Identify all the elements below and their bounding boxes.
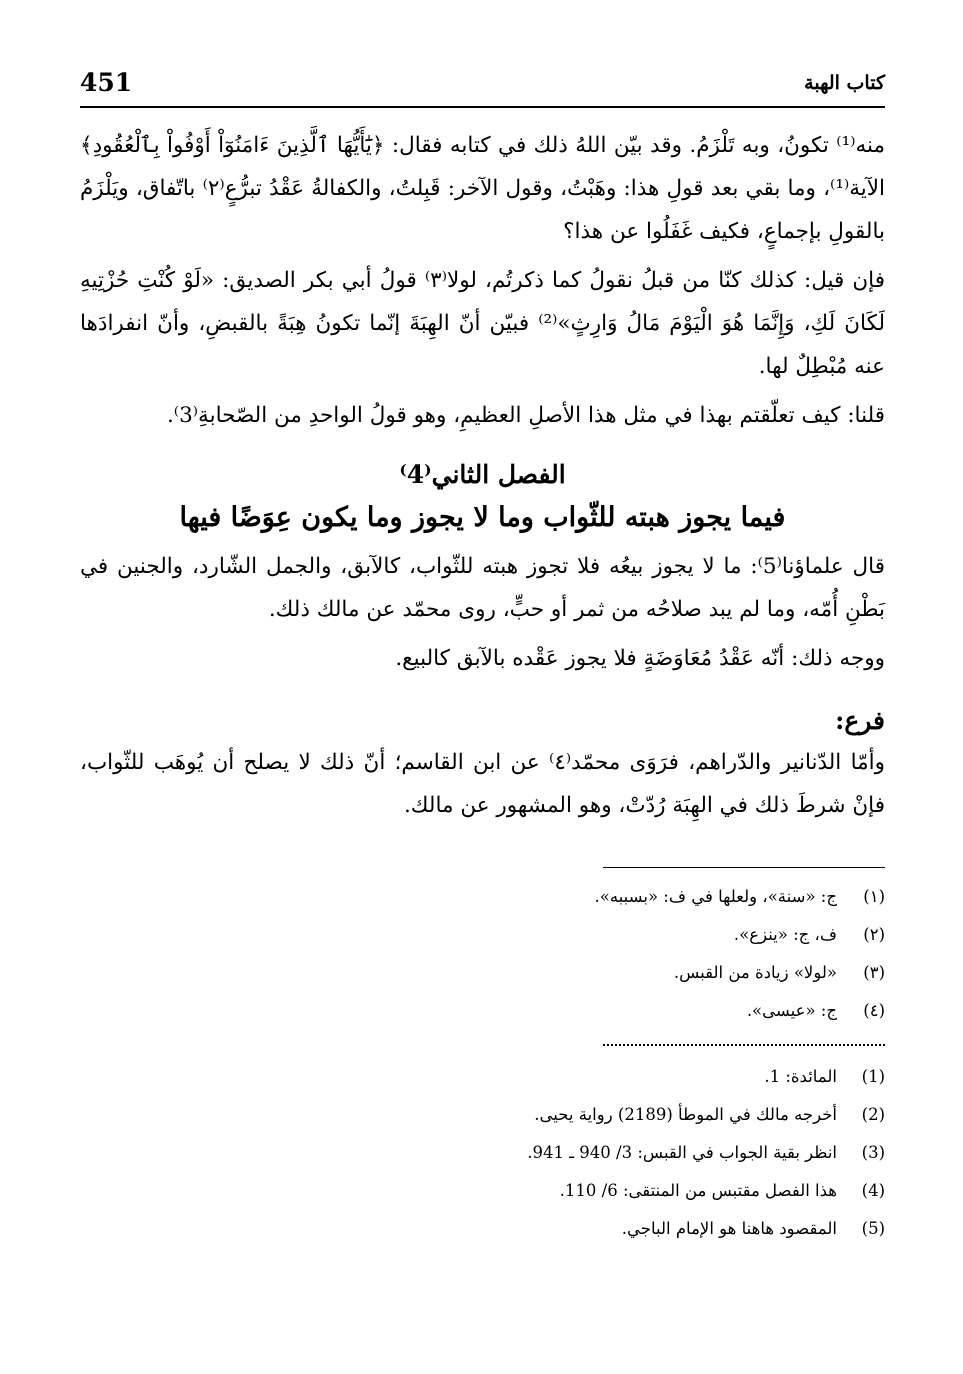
footnote	[80, 1172, 885, 1210]
branch-heading: فرع:	[835, 706, 885, 735]
book-page	[80, 66, 885, 1356]
footnote-text: هذا الفصل مقتبس من المنتقى: 6/ 110.	[559, 1181, 837, 1200]
footnote-text: ج: «سنة»، ولعلها في ف: «بسببه».	[594, 887, 837, 906]
footnote-number: (2)	[861, 1105, 885, 1124]
page-number: 451	[80, 68, 133, 97]
page-header	[80, 66, 885, 108]
footnote-number: (3)	[861, 1143, 885, 1162]
running-title: كتاب الهبة	[804, 72, 885, 94]
footnote-number: (5)	[861, 1219, 885, 1238]
footnote	[80, 878, 885, 916]
footnote-text: ج: «عيسى».	[746, 1001, 837, 1020]
footnote	[80, 1058, 885, 1096]
footnote-separator	[603, 867, 885, 868]
footnote-number: (4)	[861, 1181, 885, 1200]
footnote-text: «لولا» زيادة من القبس.	[673, 963, 837, 982]
footnote-text: المقصود هاهنا هو الإمام الباجي.	[621, 1219, 837, 1238]
paragraph: فإن قيل: كذلك كنّا من قبلُ نقولُ كما ذكرتُم، لولا⁽٣⁾ قولُ أبي بكر الصديق: «لَوْ كُنْتِ حُزْتِيهِ لَكَانَ لَكِ، وَإِنَّمَا هُوَ الْيَوْمَ مَالُ وَارِثٍ»⁽²⁾ فبيّن أنّ الهِبَةَ إنّما تكونُ هِبَةً بالقبضِ، وأنّ انفرادَها عنه مُبْطِلٌ لها.	[80, 268, 885, 379]
footnote	[80, 1134, 885, 1172]
footnote-number: (1)	[861, 1067, 885, 1086]
footnote	[80, 916, 885, 954]
chapter-number: الفصل الثاني⁽4⁾	[399, 460, 566, 489]
footnote-text: انظر بقية الجواب في القبس: 3/ 940 ـ 941.	[527, 1143, 837, 1162]
paragraph: قلنا: كيف تعلّقتم بهذا في مثل هذا الأصلِ العظيمِ، وهو قولُ الواحدِ من الصّحابةِ⁽3⁾.	[166, 403, 885, 428]
footnote-number: (٤)	[863, 1001, 885, 1020]
footnote	[80, 1210, 885, 1248]
footnote-dotted-separator	[603, 1044, 885, 1046]
paragraph: وأمّا الدّنانير والدّراهم، فرَوَى محمّد⁽٤⁾ عن ابن القاسم؛ أنّ ذلك لا يصلح أن يُوهَب للثّواب، فإنْ شرطَ ذلك في الهِبَة رُدّتْ، وهو المشهور عن مالك.	[80, 750, 885, 818]
paragraph: ووجه ذلك: أنّه عَقْدُ مُعَاوَضَةٍ فلا يجوز عَقْده بالآبق كالبيع.	[395, 646, 885, 671]
manuscript-footnotes	[80, 878, 885, 1030]
footnote	[80, 954, 885, 992]
main-text	[80, 124, 885, 827]
footnote-text: أخرجه مالك في الموطأ (2189) رواية يحيى.	[534, 1105, 837, 1124]
editor-footnotes	[80, 1058, 885, 1248]
footnote-text: المائدة: 1.	[764, 1067, 837, 1086]
chapter-heading	[80, 455, 885, 541]
footnote	[80, 992, 885, 1030]
footnote-number: (١)	[863, 887, 885, 906]
footnote-number: (٣)	[863, 963, 885, 982]
paragraph: قال علماؤنا⁽5⁾: ما لا يجوز بيعُه فلا تجوز هبته للثّواب، كالآبق، والجمل الشّارد، والجنين في بَطْنِ أُمّه، وما لم يبد صلاحُه من ثمر أو حبٍّ، روى محمّد عن مالك ذلك.	[80, 554, 885, 622]
footnote	[80, 1096, 885, 1134]
footnote-number: (٢)	[863, 925, 885, 944]
chapter-title: فيما يجوز هبته للثّواب وما لا يجوز وما يكون عِوَضًا فيها	[179, 502, 786, 533]
footnote-text: ف، ج: «ينزع».	[733, 925, 837, 944]
paragraph: منه⁽¹⁾ تكونُ، وبه تَلْزَمُ. وقد بيّن اللهُ ذلك في كتابه فقال: ﴿يَٰٓأَيُّهَا ٱلَّذِينَ ءَامَنُوٓاْ أَوْفُواْ بِٱلْعُقُودِ﴾ الآية⁽¹⁾، وما بقي بعد قولِ هذا: وهَبْتُ، وقول الآخر: قَبِلتُ، والكفالةُ عَقْدُ تبرُّعٍ⁽٢⁾ باتّفاق، ويَلْزَمُ بالقولِ بإجماعٍ، فكيف غَفَلُوا عن هذا؟	[80, 133, 885, 244]
